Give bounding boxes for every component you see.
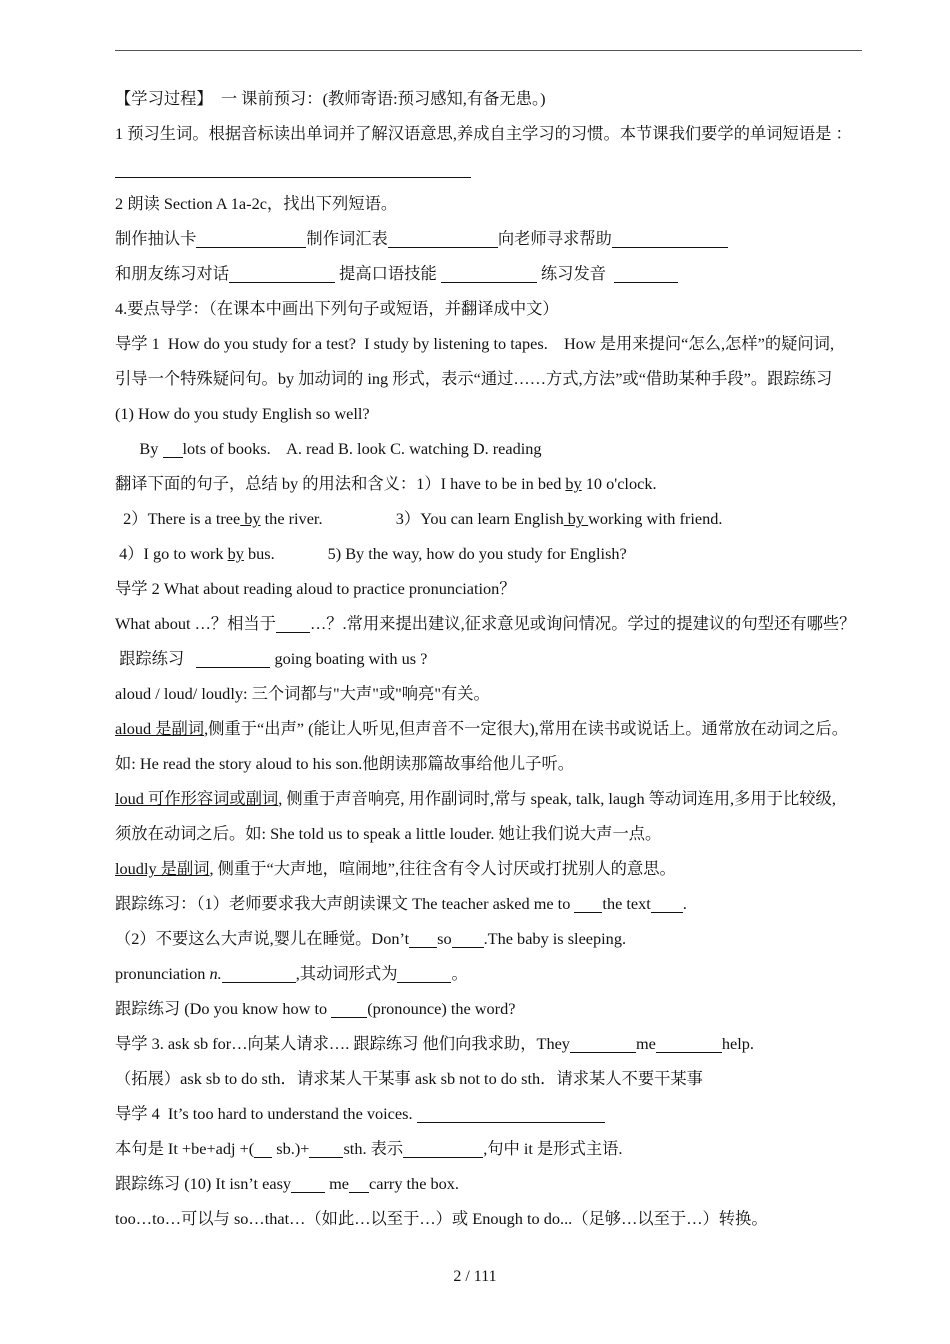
paragraph: 须放在动词之后。如: She told us to speak a little louder. 她让我们说大声一点。 — [115, 824, 662, 843]
paragraph: aloud 是副词,侧重于“出声” (能让人听见,但声音不一定很大),常用在读书或说话上。通常放在动词之后。 — [115, 719, 849, 738]
paragraph: 2 朗读 Section A 1a-2c，找出下列短语。 — [115, 194, 398, 213]
blank — [612, 230, 728, 248]
blank — [276, 615, 310, 633]
blank — [614, 265, 678, 283]
paragraph: By lots of books. A. read B. look C. watching D. reading — [115, 439, 542, 458]
blank — [570, 1035, 636, 1053]
paragraph: too…to…可以与 so…that…（如此…以至于…）或 Enough to do...（足够…以至于…）转换。 — [115, 1209, 768, 1228]
paragraph: （2）不要这么大声说,婴儿在睡觉。Don’t so .The baby is sleeping. — [115, 929, 627, 948]
paragraph: aloud / loud/ loudly: 三个词都与"大声"或"响亮"有关。 — [115, 684, 490, 703]
paragraph: pronunciation n. ,其动词形式为 。 — [115, 964, 468, 983]
blank — [196, 650, 270, 668]
section-heading: 【学习过程】 一 课前预习：(教师寄语:预习感知,有备无患。) — [115, 89, 546, 108]
paragraph: 制作抽认卡 制作词汇表 向老师寻求帮助 — [115, 221, 885, 256]
paragraph: What about …？相当于 …？.常用来提出建议,征求意见或询问情况。学过的提建议的句型还有哪些？ — [115, 614, 856, 633]
paragraph: 1 预习生词。根据音标读出单词并了解汉语意思,养成自主学习的习惯。本节课我们要学的单词短语是 ： — [115, 124, 852, 143]
answer-line — [115, 151, 885, 186]
paragraph: 和朋友练习对话 提高口语技能 练习发音 — [115, 256, 885, 291]
blank — [331, 1000, 367, 1018]
paragraph: 跟踪练习 (Do you know how to (pronounce) the word? — [115, 999, 516, 1018]
paragraph: loud 可作形容词或副词, 侧重于声音响亮, 用作副词时,常与 speak, talk, laugh 等动词连用,多用于比较级, — [115, 789, 836, 808]
document-body — [115, 81, 885, 1236]
paragraph: 跟踪练习 (10) It isn’t easy me carry the box. — [115, 1174, 459, 1193]
paragraph: (1) How do you study English so well? — [115, 404, 370, 423]
paragraph: 引导一个特殊疑问句。by 加动词的 ing 形式，表示“通过……方式,方法”或“借助某种手段”。跟踪练习 — [115, 369, 833, 388]
blank — [254, 1140, 272, 1158]
blank — [222, 965, 296, 983]
paragraph: 跟踪练习 going boating with us ? — [115, 649, 428, 668]
blank — [229, 265, 335, 283]
paragraph: 翻译下面的句子，总结 by 的用法和含义：1）I have to be in bed by 10 o'clock. — [115, 474, 657, 493]
blank — [441, 265, 537, 283]
blank — [388, 230, 498, 248]
paragraph: 导学 3. ask sb for…向某人请求…. 跟踪练习 他们向我求助，They me help. — [115, 1034, 754, 1053]
paragraph: 跟踪练习：（1）老师要求我大声朗读课文 The teacher asked me to the text . — [115, 894, 687, 913]
page-number: 2 / 111 — [453, 1268, 497, 1285]
paragraph: 导学 1 How do you study for a test? I study by listening to tapes. How 是用来提问“怎么,怎样”的疑问词, — [115, 334, 835, 353]
blank — [651, 895, 683, 913]
paragraph: （拓展）ask sb to do sth．请求某人干某事 ask sb not to do sth．请求某人不要干某事 — [115, 1069, 703, 1088]
blank — [291, 1175, 325, 1193]
paragraph: 4.要点导学：（在课本中画出下列句子或短语，并翻译成中文） — [115, 299, 559, 318]
blank — [409, 930, 437, 948]
blank — [115, 160, 471, 178]
paragraph: 导学 4 It’s too hard to understand the voices. — [115, 1096, 885, 1131]
paragraph: 如: He read the story aloud to his son.他朗读那篇故事给他儿子听。 — [115, 754, 575, 773]
blank — [656, 1035, 722, 1053]
blank — [397, 965, 451, 983]
blank — [403, 1140, 483, 1158]
header-rule — [115, 50, 862, 51]
paragraph: 本句是 It +be+adj +( sb.)+ sth. 表示 ,句中 it 是形式主语. — [115, 1139, 623, 1158]
blank — [452, 930, 484, 948]
blank — [349, 1175, 369, 1193]
paragraph: 导学 2 What about reading aloud to practice pronunciation？ — [115, 579, 516, 598]
blank — [163, 440, 183, 458]
blank — [417, 1105, 605, 1123]
blank — [309, 1140, 343, 1158]
blank — [574, 895, 602, 913]
paragraph: loudly 是副词, 侧重于“大声地，喧闹地”,往往含有令人讨厌或打扰别人的意思。 — [115, 859, 676, 878]
blank — [196, 230, 306, 248]
paragraph: 2）There is a tree by the river. 3）You can learn English by working with friend. — [115, 509, 723, 528]
paragraph: 4）I go to work by bus. 5) By the way, how do you study for English? — [115, 544, 627, 563]
